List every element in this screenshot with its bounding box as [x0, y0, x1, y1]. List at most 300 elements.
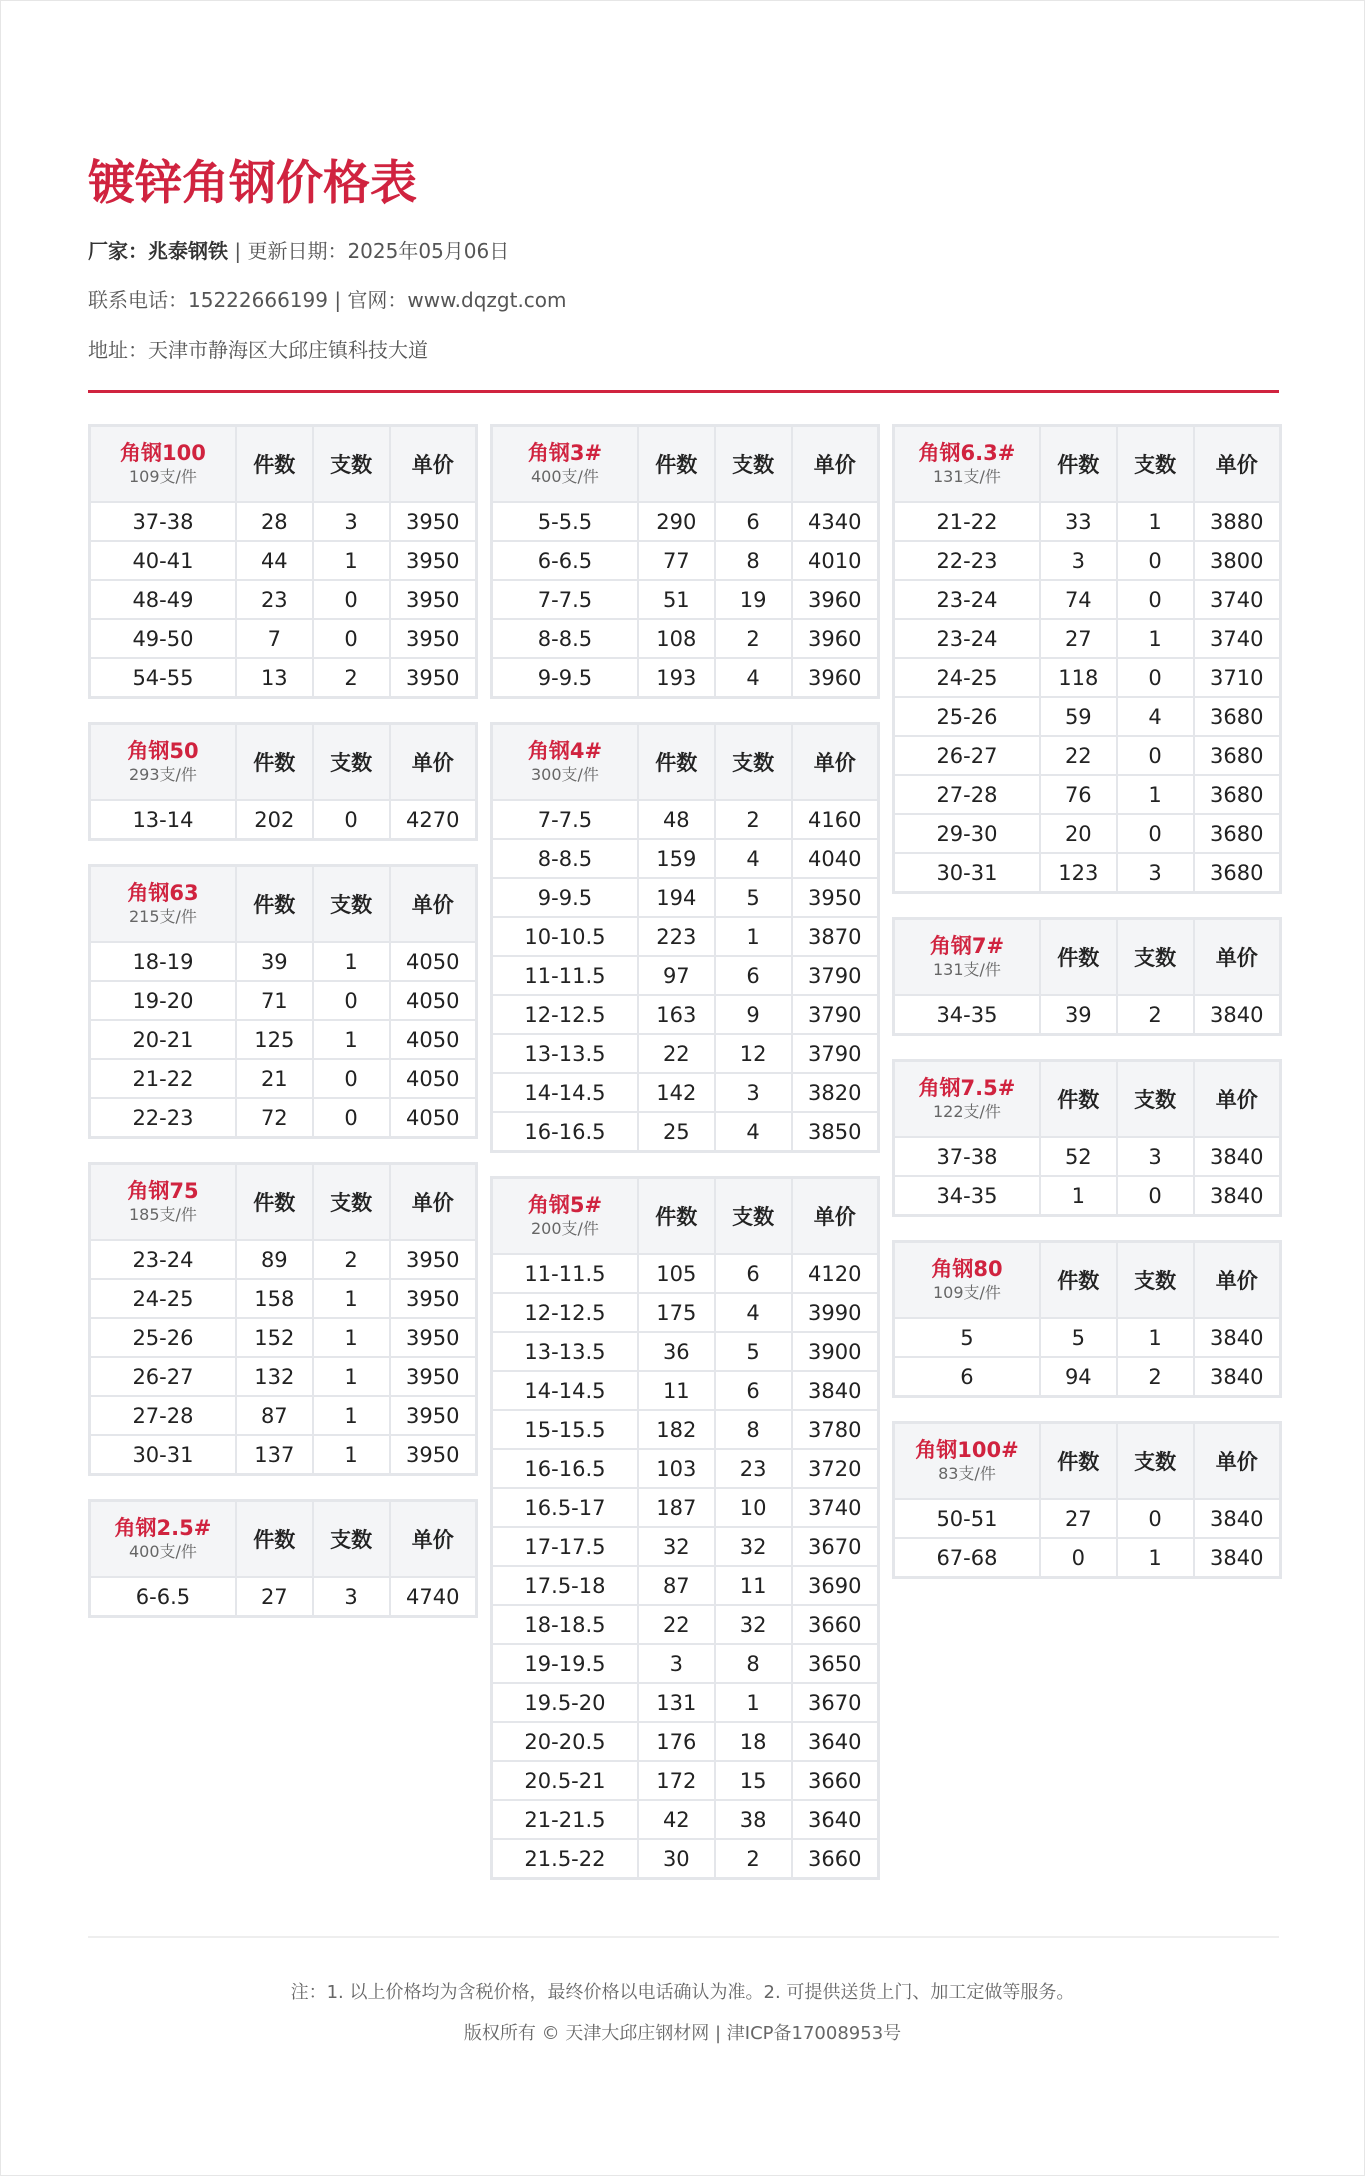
pieces-cell: 3 — [1118, 854, 1195, 891]
table-row — [493, 1411, 877, 1450]
price-cell: 3900 — [793, 1333, 878, 1372]
count-cell: 48 — [639, 801, 716, 840]
count-cell: 1 — [1041, 1177, 1118, 1214]
pieces-cell: 32 — [716, 1528, 793, 1567]
size-cell: 13-14 — [91, 801, 237, 838]
model-name: 角钢7.5# — [918, 1076, 1016, 1100]
count-cell: 44 — [237, 542, 314, 581]
count-cell: 32 — [639, 1528, 716, 1567]
pieces-cell: 2 — [314, 1241, 391, 1280]
count-cell: 176 — [639, 1723, 716, 1762]
price-cell: 3640 — [793, 1801, 878, 1840]
count-cell: 28 — [237, 503, 314, 542]
count-header: 件数 — [237, 1502, 314, 1578]
price-table — [490, 722, 880, 1153]
table-row — [91, 659, 475, 696]
pieces-cell: 5 — [716, 1333, 793, 1372]
column-left — [88, 424, 478, 1641]
price-header: 单价 — [391, 725, 476, 801]
model-name: 角钢50 — [127, 739, 199, 763]
size-cell: 23-24 — [91, 1241, 237, 1280]
table-row — [493, 918, 877, 957]
model-header — [493, 1179, 639, 1255]
price-cell: 3680 — [1210, 860, 1264, 885]
pieces-per-bundle: 122支/件 — [932, 1102, 1001, 1121]
size-cell: 12-12.5 — [493, 996, 639, 1035]
pieces-cell: 19 — [716, 581, 793, 620]
table-row — [895, 737, 1279, 776]
size-cell: 22-23 — [895, 542, 1041, 581]
table-row — [493, 503, 877, 542]
price-cell: 3640 — [793, 1723, 878, 1762]
price-table-angle7 — [892, 917, 1282, 1036]
pieces-header: 支数 — [314, 867, 391, 943]
table-row — [91, 1358, 475, 1397]
price-header: 单价 — [1195, 1062, 1280, 1138]
pieces-per-bundle: 131支/件 — [932, 467, 1001, 486]
price-cell: 3960 — [808, 665, 862, 690]
pieces-cell: 0 — [314, 801, 391, 838]
pieces-cell: 2 — [1118, 996, 1195, 1033]
count-header: 件数 — [237, 1165, 314, 1241]
price-cell: 3840 — [1210, 1183, 1264, 1208]
pieces-cell: 6 — [716, 1372, 793, 1411]
price-cell: 3740 — [793, 1489, 878, 1528]
count-cell: 172 — [639, 1762, 716, 1801]
contact-line: 联系电话：15222666199 | 官网：www.dqzgt.com — [88, 288, 567, 312]
price-cell: 3840 — [793, 1372, 878, 1411]
count-cell: 223 — [639, 918, 716, 957]
price-cell: 3880 — [1195, 503, 1280, 542]
table-row — [493, 542, 877, 581]
price-cell: 4340 — [793, 503, 878, 542]
price-cell: 3690 — [793, 1567, 878, 1606]
count-cell: 97 — [639, 957, 716, 996]
count-cell: 175 — [639, 1294, 716, 1333]
model-name: 角钢75 — [127, 1179, 199, 1203]
price-table — [892, 1421, 1282, 1579]
count-cell: 39 — [237, 943, 314, 982]
model-header — [895, 427, 1041, 503]
pieces-header: 支数 — [1118, 427, 1195, 503]
count-cell: 27 — [237, 1578, 314, 1615]
price-cell: 3720 — [793, 1450, 878, 1489]
pieces-cell: 15 — [716, 1762, 793, 1801]
pieces-cell: 8 — [716, 1645, 793, 1684]
pieces-per-bundle: 215支/件 — [128, 907, 197, 926]
table-row — [895, 854, 1279, 891]
price-cell: 3740 — [1195, 581, 1280, 620]
pieces-cell: 1 — [314, 1358, 391, 1397]
price-cell: 3680 — [1195, 815, 1280, 854]
pieces-cell: 1 — [1118, 1539, 1195, 1576]
table-row — [493, 1801, 877, 1840]
size-cell: 5-5.5 — [493, 503, 639, 542]
table-row — [493, 1528, 877, 1567]
size-cell: 8-8.5 — [493, 620, 639, 659]
size-cell: 10-10.5 — [493, 918, 639, 957]
count-cell: 103 — [639, 1450, 716, 1489]
price-cell: 4050 — [406, 1105, 460, 1130]
pieces-cell: 3 — [314, 1578, 391, 1615]
table-row — [895, 542, 1279, 581]
count-cell: 77 — [639, 542, 716, 581]
price-cell: 3660 — [793, 1762, 878, 1801]
table-row — [493, 879, 877, 918]
price-cell: 3950 — [391, 1241, 476, 1280]
count-cell: 87 — [639, 1567, 716, 1606]
pieces-cell: 1 — [314, 1319, 391, 1358]
price-cell: 3840 — [1195, 1319, 1280, 1358]
size-cell: 22-23 — [91, 1099, 237, 1136]
price-cell: 3650 — [793, 1645, 878, 1684]
count-header: 件数 — [1041, 1243, 1118, 1319]
pieces-cell: 18 — [716, 1723, 793, 1762]
price-cell: 3950 — [391, 1397, 476, 1436]
size-cell: 19-20 — [91, 982, 237, 1021]
count-cell: 125 — [237, 1021, 314, 1060]
price-table-angle5 — [490, 1176, 880, 1880]
price-cell: 3790 — [793, 957, 878, 996]
price-cell: 3990 — [793, 1294, 878, 1333]
price-cell: 4050 — [391, 982, 476, 1021]
pieces-cell: 3 — [314, 503, 391, 542]
count-cell: 137 — [237, 1436, 314, 1473]
count-cell: 27 — [1041, 1500, 1118, 1539]
price-cell: 3950 — [406, 1442, 460, 1467]
size-cell: 34-35 — [895, 1177, 1041, 1214]
count-cell: 202 — [237, 801, 314, 838]
size-cell: 20-21 — [91, 1021, 237, 1060]
model-name: 角钢5# — [527, 1193, 603, 1217]
price-cell: 3950 — [391, 1280, 476, 1319]
table-row — [91, 1319, 475, 1358]
price-table — [88, 424, 478, 699]
count-header: 件数 — [639, 725, 716, 801]
size-cell: 16-16.5 — [493, 1450, 639, 1489]
price-table — [490, 424, 880, 699]
size-cell: 19.5-20 — [493, 1684, 639, 1723]
count-cell: 20 — [1041, 815, 1118, 854]
price-cell: 3960 — [793, 581, 878, 620]
table-row — [493, 1035, 877, 1074]
model-header — [895, 1062, 1041, 1138]
size-cell: 24-25 — [91, 1280, 237, 1319]
size-cell: 11-11.5 — [493, 1255, 639, 1294]
pieces-header: 支数 — [314, 427, 391, 503]
price-header: 单价 — [793, 427, 878, 503]
count-cell: 159 — [639, 840, 716, 879]
size-cell: 48-49 — [91, 581, 237, 620]
price-cell: 3950 — [391, 581, 476, 620]
table-row — [91, 1021, 475, 1060]
pieces-cell: 1 — [314, 1021, 391, 1060]
pieces-cell: 2 — [716, 801, 793, 840]
pieces-cell: 1 — [314, 1280, 391, 1319]
pieces-header: 支数 — [1118, 1243, 1195, 1319]
size-cell: 7-7.5 — [493, 801, 639, 840]
price-cell: 3950 — [391, 542, 476, 581]
count-cell: 3 — [1041, 542, 1118, 581]
table-row — [493, 1645, 877, 1684]
size-cell: 8-8.5 — [493, 840, 639, 879]
table-row — [91, 1578, 475, 1615]
count-cell: 39 — [1041, 996, 1118, 1033]
model-header — [895, 920, 1041, 996]
model-header — [91, 867, 237, 943]
table-row — [493, 1255, 877, 1294]
pieces-cell: 0 — [314, 1099, 391, 1136]
size-cell: 24-25 — [895, 659, 1041, 698]
table-row — [895, 1539, 1279, 1576]
manufacturer-label: 厂家： — [88, 239, 148, 263]
pieces-header: 支数 — [716, 725, 793, 801]
pieces-cell: 1 — [716, 918, 793, 957]
price-table-angle2-5 — [88, 1499, 478, 1618]
price-cell: 4160 — [793, 801, 878, 840]
count-cell: 158 — [237, 1280, 314, 1319]
count-cell: 194 — [639, 879, 716, 918]
pieces-per-bundle: 400支/件 — [128, 1542, 197, 1561]
size-cell: 25-26 — [91, 1319, 237, 1358]
price-cell: 3960 — [793, 620, 878, 659]
price-cell: 3680 — [1195, 776, 1280, 815]
size-cell: 21-22 — [91, 1060, 237, 1099]
size-cell: 67-68 — [895, 1539, 1041, 1576]
size-cell: 11-11.5 — [493, 957, 639, 996]
price-cell: 3840 — [1210, 1002, 1264, 1027]
pieces-cell: 1 — [1118, 776, 1195, 815]
pieces-header: 支数 — [716, 1179, 793, 1255]
count-cell: 42 — [639, 1801, 716, 1840]
price-header: 单价 — [793, 725, 878, 801]
price-cell: 3800 — [1195, 542, 1280, 581]
price-header: 单价 — [391, 1165, 476, 1241]
table-row — [91, 943, 475, 982]
address-line: 地址：天津市静海区大邱庄镇科技大道 — [88, 338, 428, 362]
table-row — [895, 996, 1279, 1033]
count-cell: 0 — [1041, 1539, 1118, 1576]
price-cell: 3780 — [793, 1411, 878, 1450]
price-table-angle75 — [88, 1162, 478, 1476]
pieces-cell: 1 — [1118, 503, 1195, 542]
count-cell: 22 — [1041, 737, 1118, 776]
table-row — [895, 1358, 1279, 1395]
price-cell: 3680 — [1195, 737, 1280, 776]
price-cell: 3950 — [391, 1319, 476, 1358]
count-header: 件数 — [237, 867, 314, 943]
count-header: 件数 — [1041, 920, 1118, 996]
size-cell: 13-13.5 — [493, 1035, 639, 1074]
price-cell: 3840 — [1210, 1364, 1264, 1389]
price-table-angle100 — [88, 424, 478, 699]
price-header: 单价 — [1195, 920, 1280, 996]
count-cell: 7 — [237, 620, 314, 659]
price-cell: 3840 — [1195, 1500, 1280, 1539]
count-cell: 71 — [237, 982, 314, 1021]
size-cell: 21-22 — [895, 503, 1041, 542]
pieces-cell: 1 — [1118, 620, 1195, 659]
count-cell: 132 — [237, 1358, 314, 1397]
price-cell: 4270 — [406, 807, 460, 832]
pieces-cell: 3 — [716, 1074, 793, 1113]
table-row — [493, 1489, 877, 1528]
model-name: 角钢100# — [915, 1438, 1019, 1462]
table-row — [493, 996, 877, 1035]
count-cell: 76 — [1041, 776, 1118, 815]
pieces-cell: 38 — [716, 1801, 793, 1840]
size-cell: 27-28 — [895, 776, 1041, 815]
count-cell: 52 — [1041, 1138, 1118, 1177]
count-cell: 105 — [639, 1255, 716, 1294]
pieces-cell: 0 — [1118, 815, 1195, 854]
pieces-per-bundle: 293支/件 — [128, 765, 197, 784]
size-cell: 21.5-22 — [493, 1840, 639, 1877]
count-cell: 72 — [237, 1099, 314, 1136]
size-cell: 40-41 — [91, 542, 237, 581]
pieces-header: 支数 — [314, 725, 391, 801]
size-cell: 14-14.5 — [493, 1372, 639, 1411]
price-table — [892, 1059, 1282, 1217]
table-row — [493, 1567, 877, 1606]
model-name: 角钢6.3# — [918, 441, 1016, 465]
pieces-per-bundle: 400支/件 — [530, 467, 599, 486]
pieces-cell: 23 — [716, 1450, 793, 1489]
table-row — [895, 1177, 1279, 1214]
size-cell: 12-12.5 — [493, 1294, 639, 1333]
count-header: 件数 — [639, 427, 716, 503]
count-cell: 123 — [1041, 854, 1118, 891]
price-cell: 3710 — [1195, 659, 1280, 698]
count-header: 件数 — [237, 427, 314, 503]
price-table — [88, 722, 478, 841]
footer-copyright: 版权所有 © 天津大邱庄钢材网 | 津ICP备17008953号 — [463, 2023, 902, 2044]
price-table-angle50 — [88, 722, 478, 841]
price-cell: 4740 — [406, 1584, 460, 1609]
pieces-cell: 0 — [1118, 542, 1195, 581]
count-cell: 152 — [237, 1319, 314, 1358]
table-row — [493, 1113, 877, 1150]
price-cell: 3870 — [793, 918, 878, 957]
size-cell: 29-30 — [895, 815, 1041, 854]
count-header: 件数 — [237, 725, 314, 801]
price-cell: 3670 — [793, 1684, 878, 1723]
pieces-cell: 4 — [1118, 698, 1195, 737]
table-row — [493, 1372, 877, 1411]
size-cell: 18-18.5 — [493, 1606, 639, 1645]
pieces-cell: 8 — [716, 542, 793, 581]
table-row — [493, 1840, 877, 1877]
price-cell: 4120 — [793, 1255, 878, 1294]
table-row — [91, 1397, 475, 1436]
price-header: 单价 — [1195, 427, 1280, 503]
price-cell: 3820 — [793, 1074, 878, 1113]
pieces-cell: 3 — [1118, 1138, 1195, 1177]
count-cell: 290 — [639, 503, 716, 542]
size-cell: 9-9.5 — [493, 879, 639, 918]
size-cell: 15-15.5 — [493, 1411, 639, 1450]
model-header — [493, 427, 639, 503]
pieces-cell: 2 — [716, 1840, 793, 1877]
model-name: 角钢4# — [527, 739, 603, 763]
model-name: 角钢7# — [929, 934, 1005, 958]
pieces-cell: 0 — [1118, 581, 1195, 620]
price-cell: 3950 — [391, 620, 476, 659]
pieces-cell: 11 — [716, 1567, 793, 1606]
count-cell: 22 — [639, 1035, 716, 1074]
table-row — [91, 503, 475, 542]
size-cell: 14-14.5 — [493, 1074, 639, 1113]
pieces-cell: 10 — [716, 1489, 793, 1528]
pieces-cell: 1 — [314, 542, 391, 581]
pieces-cell: 9 — [716, 996, 793, 1035]
model-name: 角钢100 — [120, 441, 206, 465]
pieces-per-bundle: 200支/件 — [530, 1219, 599, 1238]
table-row — [895, 815, 1279, 854]
price-table-angle63 — [88, 864, 478, 1139]
pieces-cell: 12 — [716, 1035, 793, 1074]
count-cell: 30 — [639, 1840, 716, 1877]
size-cell: 20.5-21 — [493, 1762, 639, 1801]
count-cell: 22 — [639, 1606, 716, 1645]
price-cell: 4050 — [391, 1060, 476, 1099]
table-row — [493, 1762, 877, 1801]
count-header: 件数 — [639, 1179, 716, 1255]
price-header: 单价 — [1195, 1424, 1280, 1500]
price-cell: 3850 — [808, 1119, 862, 1144]
size-cell: 26-27 — [91, 1358, 237, 1397]
price-table — [892, 1240, 1282, 1398]
table-row — [895, 503, 1279, 542]
count-cell: 118 — [1041, 659, 1118, 698]
size-cell: 49-50 — [91, 620, 237, 659]
manufacturer-line — [88, 237, 1278, 265]
column-middle — [490, 424, 880, 1903]
price-cell: 3660 — [808, 1846, 862, 1871]
pieces-cell: 0 — [314, 982, 391, 1021]
count-cell: 36 — [639, 1333, 716, 1372]
count-cell: 182 — [639, 1411, 716, 1450]
model-header — [895, 1424, 1041, 1500]
table-row — [493, 1074, 877, 1113]
count-cell: 142 — [639, 1074, 716, 1113]
model-header — [91, 1502, 237, 1578]
count-cell: 11 — [639, 1372, 716, 1411]
table-row — [493, 581, 877, 620]
pieces-cell: 2 — [716, 620, 793, 659]
price-cell: 3790 — [793, 996, 878, 1035]
page-title: 镀锌角钢价格表 — [88, 156, 417, 211]
pieces-cell: 0 — [1118, 1500, 1195, 1539]
size-cell: 6-6.5 — [91, 1578, 237, 1615]
price-header: 单价 — [391, 427, 476, 503]
table-row — [91, 1280, 475, 1319]
price-cell: 4050 — [391, 943, 476, 982]
model-name: 角钢2.5# — [114, 1516, 212, 1540]
price-table-angle100-hash — [892, 1421, 1282, 1579]
pieces-header: 支数 — [716, 427, 793, 503]
table-row — [895, 698, 1279, 737]
table-row — [895, 1319, 1279, 1358]
count-cell: 5 — [1041, 1319, 1118, 1358]
size-cell: 27-28 — [91, 1397, 237, 1436]
size-cell: 50-51 — [895, 1500, 1041, 1539]
pieces-per-bundle: 109支/件 — [932, 1283, 1001, 1302]
count-cell: 27 — [1041, 620, 1118, 659]
price-table — [892, 424, 1282, 894]
price-header: 单价 — [391, 867, 476, 943]
price-header: 单价 — [1195, 1243, 1280, 1319]
